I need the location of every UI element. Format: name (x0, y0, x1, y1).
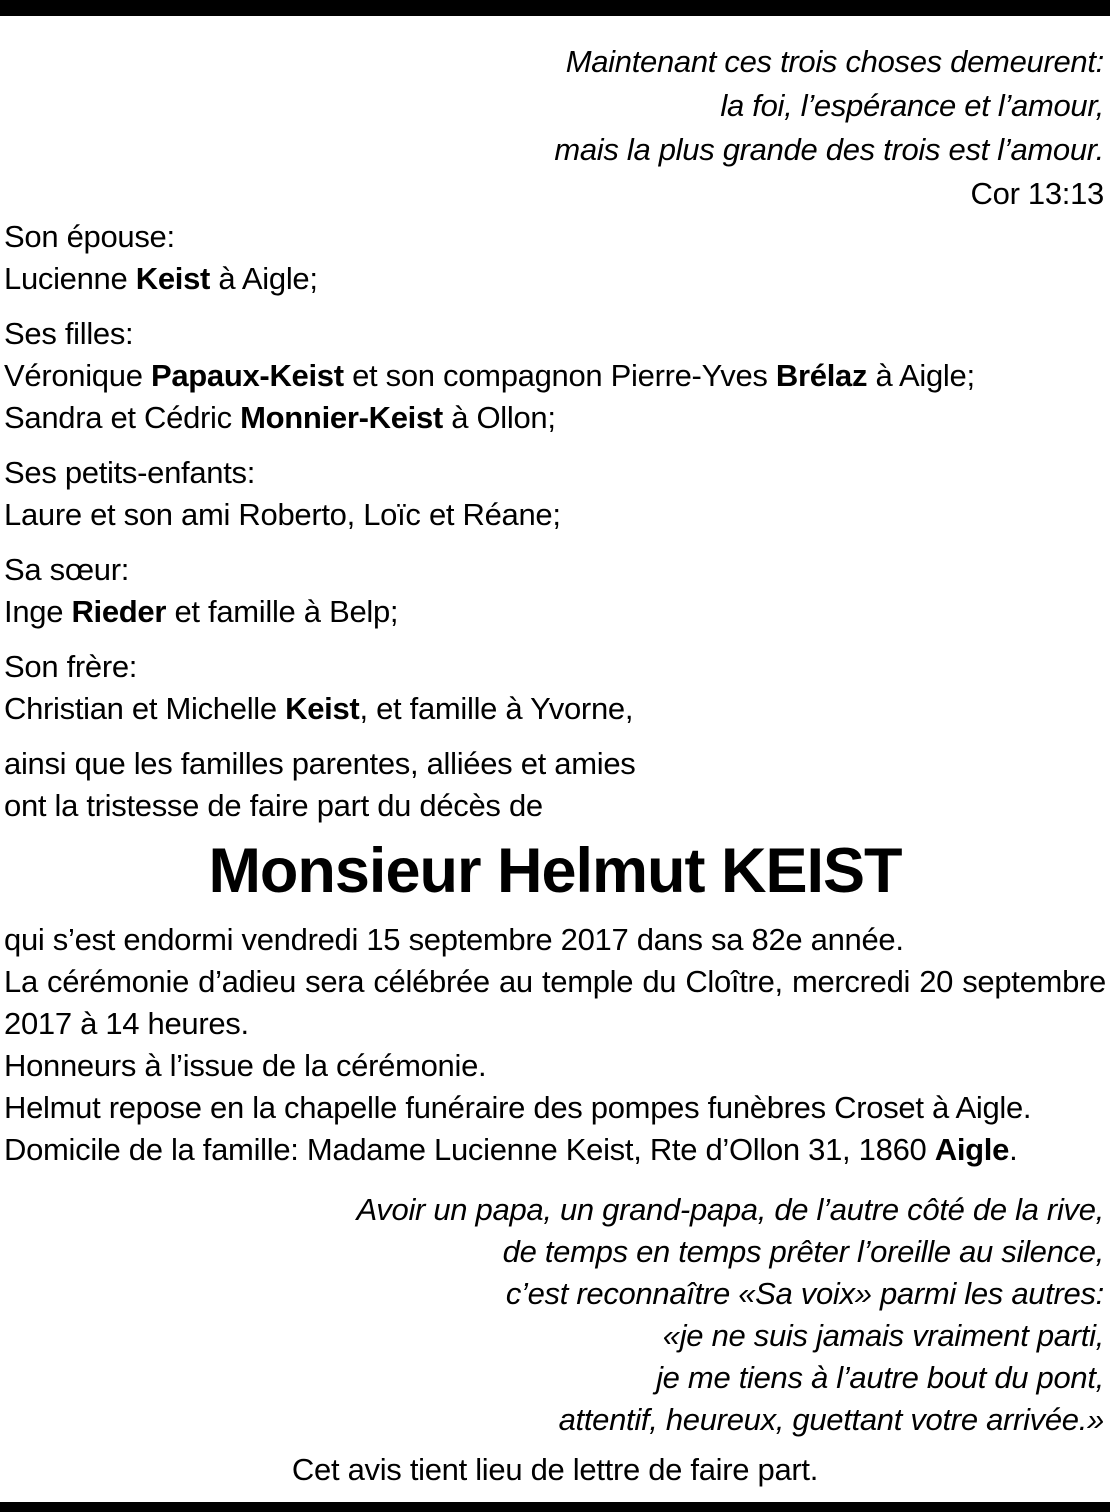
detail-death-date: qui s’est endormi vendredi 15 septembre 2017 dans sa 82e année. (4, 922, 904, 957)
family-group-spouse (4, 216, 1106, 300)
poem-line-3: c’est reconnaître «Sa voix» parmi les autres: (505, 1276, 1104, 1311)
poem-line-1: Avoir un papa, un grand-papa, de l’autre côté de la rive, (356, 1192, 1104, 1227)
deceased-name: Monsieur Helmut KEIST (208, 836, 902, 906)
family-list (4, 216, 1106, 827)
poem-line-5: je me tiens à l’autre bout du pont, (656, 1360, 1104, 1395)
ceremony-details (4, 919, 1106, 1171)
poem-line-4: «je ne suis jamais vraiment parti, (662, 1318, 1104, 1353)
family-label: Son épouse: (4, 219, 175, 254)
detail-family-address: Domicile de la famille: Madame Lucienne Keist, Rte d’Ollon 31, 1860 Aigle. (4, 1132, 1018, 1167)
poem (0, 1189, 1110, 1441)
detail-honors: Honneurs à l’issue de la cérémonie. (4, 1048, 487, 1083)
family-label: Sa sœur: (4, 552, 130, 587)
family-group-sister (4, 549, 1106, 633)
family-members: Véronique Papaux-Keist et son compagnon Pierre-Yves Brélaz à Aigle; (4, 358, 975, 393)
announcement-line-1: ainsi que les familles parentes, alliées et amies (4, 746, 636, 781)
announcement-intro (4, 743, 1106, 827)
family-members: Lucienne Keist à Aigle; (4, 261, 318, 296)
epigraph-line-2: la foi, l’espérance et l’amour, (720, 88, 1104, 123)
family-members: Sandra et Cédric Monnier-Keist à Ollon; (4, 400, 556, 435)
family-members: Inge Rieder et famille à Belp; (4, 594, 399, 629)
epigraph-line-1: Maintenant ces trois choses demeurent: (565, 44, 1104, 79)
family-members: Laure et son ami Roberto, Loïc et Réane; (4, 497, 561, 532)
family-label: Ses filles: (4, 316, 134, 351)
epigraph-attribution: Cor 13:13 (970, 176, 1104, 211)
family-label: Ses petits-enfants: (4, 455, 256, 490)
bottom-border-bar (0, 1502, 1110, 1512)
detail-ceremony: La cérémonie d’adieu sera célébrée au temple du Cloître, mercredi 20 septembre 2017 à 14 heures. (4, 964, 1106, 1041)
poem-line-6: attentif, heureux, guettant votre arrivée.» (558, 1402, 1104, 1437)
family-group-grandchildren (4, 452, 1106, 536)
epigraph (0, 40, 1110, 216)
top-border-bar (0, 0, 1110, 16)
family-group-brother (4, 646, 1106, 730)
family-members: Christian et Michelle Keist, et famille à Yvorne, (4, 691, 634, 726)
announcement-line-2: ont la tristesse de faire part du décès de (4, 788, 543, 823)
poem-line-2: de temps en temps prêter l’oreille au silence, (502, 1234, 1104, 1269)
notice-body (0, 216, 1110, 1171)
family-label: Son frère: (4, 649, 138, 684)
closing-line: Cet avis tient lieu de lettre de faire part. (291, 1452, 819, 1487)
family-group-daughters (4, 313, 1106, 439)
detail-chapel: Helmut repose en la chapelle funéraire des pompes funèbres Croset à Aigle. (4, 1090, 1032, 1125)
epigraph-line-3: mais la plus grande des trois est l’amour. (554, 132, 1104, 167)
